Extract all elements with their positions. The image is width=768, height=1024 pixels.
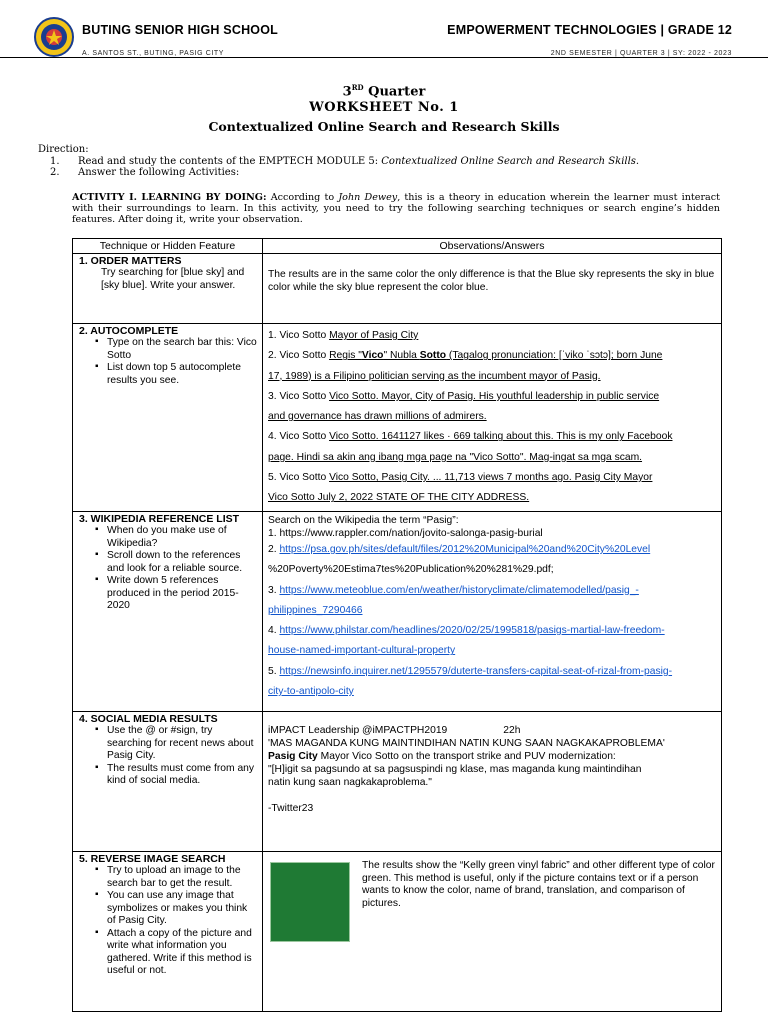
school-address: A. SANTOS ST., BUTING, PASIG CITY — [82, 50, 225, 57]
activity-table — [72, 238, 722, 1012]
reference-item: 3. https://www.meteoblue.com/en/weather/historyclimate/climatemodelled/pasig_- — [268, 584, 639, 596]
school-seal-logo — [34, 17, 74, 57]
reference-item-cont — [268, 601, 716, 621]
green-image-sample — [270, 862, 350, 942]
reference-link[interactable]: https://newsinfo.inquirer.net/1295579/duterte-transfers-capital-seat-of-rizal-from-pasig- — [279, 665, 673, 677]
column-header: Observations/Answers — [263, 239, 722, 254]
list-item: ▪ The results must come from any kind of social media. — [95, 763, 257, 788]
social-post-body: Pasig City Mayor Vico Sotto on the transport strike and PUV modernization: — [268, 751, 616, 762]
autocomplete-result: 2. Vico Sotto Regis "Vico" Nubla Sotto (Tagalog pronunciation: [ˈviko ˈsɔtɔ]; born June — [268, 350, 663, 362]
autocomplete-result-cont: 17, 1989) is a Filipino politician serving as the incumbent mayor of Pasig. — [268, 370, 601, 382]
autocomplete-result-cont: page. Hindi sa akin ang ibang mga page na "Vico Sotto". Mag-ingat sa mga scam. — [268, 451, 643, 463]
activity-instructions: ACTIVITY I. LEARNING BY DOING: According to John Dewey, this is a theory in education wherein the learner must interact with their surroundings to learn. In this activity, you need to try the following searching techniques or search engine’s hidden features. After doing it, write your observation. — [72, 192, 720, 226]
quarter-title: 3RD Quarter — [342, 83, 426, 100]
social-post-body: "[H]igit sa pagsundo at sa pagsuspindi ng klase, mas maganda kung maintindihan — [268, 764, 642, 775]
directions-label: Direction: — [38, 144, 89, 155]
list-item: ▪ When do you make use of Wikipedia? — [95, 525, 257, 550]
list-item: ▪ Try to upload an image to the search bar to get the result. — [95, 865, 257, 890]
list-item: ▪ Write down 5 references produced in the period 2015- 2020 — [95, 575, 257, 613]
list-item: ▪ Type on the search bar this: Vico Sotto — [95, 337, 257, 362]
instruction-list — [79, 865, 257, 978]
reference-link[interactable]: philippines_7290466 — [268, 604, 363, 616]
directions — [38, 144, 738, 179]
social-post-source: -Twitter23 — [268, 803, 314, 814]
list-item: ▪ Use the @ or #sign, try searching for recent news about Pasig City. — [95, 725, 257, 763]
section-title: 2. AUTOCOMPLETE — [79, 325, 179, 337]
autocomplete-result: 3. Vico Sotto Vico Sotto. Mayor, City of Pasig. His youthful leadership in public service — [268, 390, 660, 402]
instruction-list — [79, 337, 257, 387]
table-row — [73, 512, 722, 712]
table-row — [73, 324, 722, 512]
list-item: ▪ Attach a copy of the picture and write what information you gathered. Write if this method is useful or not. — [95, 928, 257, 978]
column-header: Technique or Hidden Feature — [73, 239, 263, 254]
answer-text: The results are in the same color the only difference is that the Blue sky represents the sky in blue color while the sky blue represent the color blue. — [268, 269, 715, 293]
social-post-body: natin kung saan nagkakaproblema." — [268, 777, 432, 788]
section-title: 3. WIKIPEDIA REFERENCE LIST — [79, 513, 240, 525]
reference-item: 1. https://www.rappler.com/nation/jovito-salonga-pasig-burial — [268, 528, 543, 539]
section-instruction: Try searching for [blue sky] and [sky blue]. Write your answer. — [101, 267, 245, 291]
social-post-author: iMPACT Leadership @iMPACTPH2019 22h — [268, 725, 521, 736]
list-item: ▪ List down top 5 autocomplete results you see. — [95, 362, 257, 387]
school-name: BUTING SENIOR HIGH SCHOOL — [82, 23, 278, 37]
subject-grade: EMPOWERMENT TECHNOLOGIES | GRADE 12 — [447, 23, 732, 37]
reference-link[interactable]: city-to-antipolo-city — [268, 686, 354, 698]
table-row — [73, 254, 722, 324]
reference-link[interactable]: https://psa.gov.ph/sites/default/files/2012%20Municipal%20and%20City%20Level — [279, 544, 651, 555]
autocomplete-result-cont: and governance has drawn millions of admirers. — [268, 411, 487, 423]
direction-item: 2. Answer the following Activities: — [50, 167, 240, 178]
reference-item-cont — [268, 682, 716, 702]
table-row — [73, 852, 722, 1012]
list-item: ▪ Scroll down to the references and look for a reliable source. — [95, 550, 257, 575]
semester-info: 2ND SEMESTER | QUARTER 3 | SY: 2022 - 2023 — [550, 50, 732, 57]
autocomplete-result: 5. Vico Sotto Vico Sotto, Pasig City. ... 11,713 views 7 months ago. Pasig City Mayor — [268, 472, 653, 484]
autocomplete-result: 1. Vico Sotto Mayor of Pasig City — [268, 330, 419, 341]
instruction-list — [79, 525, 257, 613]
reference-link[interactable]: https://www.meteoblue.com/en/weather/historyclimate/climatemodelled/pasig_- — [279, 584, 639, 596]
worksheet-number: WORKSHEET No. 1 — [309, 100, 459, 116]
page-header — [0, 0, 768, 58]
section-title: 1. ORDER MATTERS — [79, 255, 182, 267]
answer-text: The results show the “Kelly green vinyl fabric” and other different type of color green. This method is useful, only if the picture contains text or if a person wants to know the color, name of brand, translation, and comparison of pictures. — [362, 860, 715, 909]
reference-link[interactable]: house-named-important-cultural-property — [268, 645, 456, 657]
reference-item: 4. https://www.philstar.com/headlines/2020/02/25/1995818/pasigs-martial-law-freedom- — [268, 625, 665, 637]
instruction-list — [79, 725, 257, 788]
worksheet-titles — [0, 80, 768, 135]
worksheet-subtitle: Contextualized Online Search and Research Skills — [208, 119, 560, 135]
social-post-headline: 'MAS MAGANDA KUNG MAINTINDIHAN NATIN KUNG SAAN NAGKAKAPROBLEMA' — [268, 738, 665, 749]
reference-item: 5. https://newsinfo.inquirer.net/1295579/duterte-transfers-capital-seat-of-rizal-from-pasig- — [268, 665, 673, 677]
reference-item-cont — [268, 641, 716, 661]
table-header-row — [73, 239, 722, 254]
section-title: 4. SOCIAL MEDIA RESULTS — [79, 713, 218, 725]
reference-item-cont: %20Poverty%20Estima7tes%20Publication%20%281%29.pdf; — [268, 564, 554, 576]
list-item: ▪ You can use any image that symbolizes or makes you think of Pasig City. — [95, 890, 257, 928]
wiki-search-intro: Search on the Wikipedia the term “Pasig”: — [268, 515, 459, 526]
section-title: 5. REVERSE IMAGE SEARCH — [79, 853, 226, 865]
table-row — [73, 712, 722, 852]
direction-item: 1. Read and study the contents of the EMPTECH MODULE 5: Contextualized Online Search and Research Skills. — [50, 155, 640, 167]
autocomplete-result-cont: Vico Sotto July 2, 2022 STATE OF THE CITY ADDRESS. — [268, 492, 530, 504]
reference-link[interactable]: https://www.philstar.com/headlines/2020/02/25/1995818/pasigs-martial-law-freedom- — [279, 625, 665, 637]
reference-item: 2. https://psa.gov.ph/sites/default/files/2012%20Municipal%20and%20City%20Level — [268, 544, 651, 555]
autocomplete-result: 4. Vico Sotto Vico Sotto. 1641127 likes · 669 talking about this. This is my only Facebook — [268, 431, 673, 443]
